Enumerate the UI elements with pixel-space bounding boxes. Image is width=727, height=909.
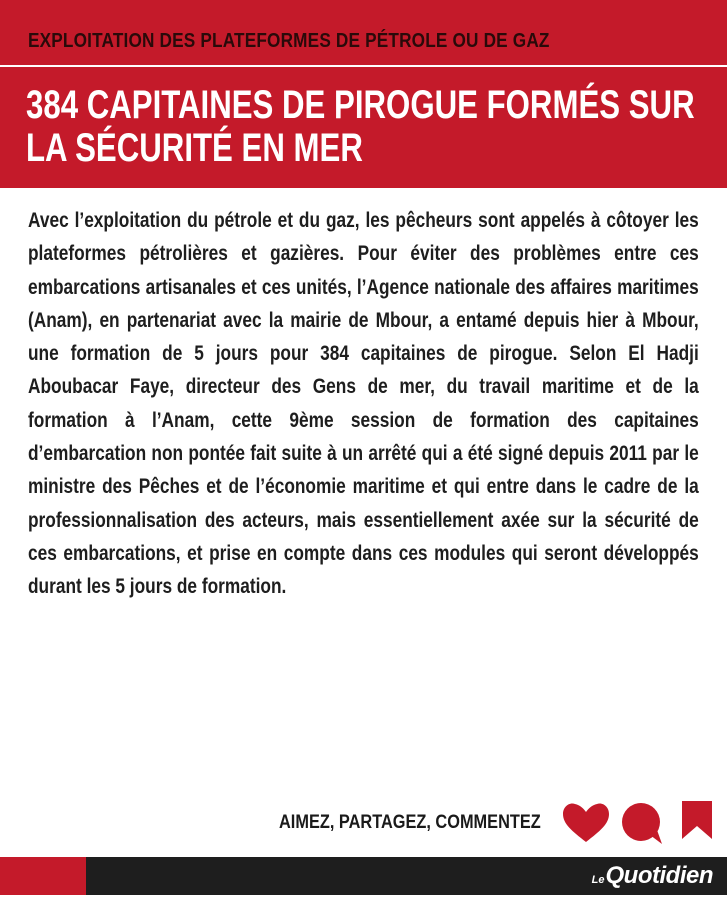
bookmark-icon[interactable] [682, 801, 712, 839]
heart-icon[interactable] [562, 803, 610, 843]
publication-logo [592, 862, 713, 890]
article-body: Avec l’exploitation du pétrole et du gaz, les pêcheurs sont appelés à côtoyer les plateformes pétrolières et gazières. Pour éviter des problèmes entre ces embarcations artisanales et ces unités, l’Agence nationale des affaires maritimes (Anam), en partenariat avec la mairie de Mbour, a entamé depuis hier à Mbour, une formation de 5 jours pour 384 capitaines de pirogue. Selon El Hadji Aboubacar Faye, directeur des Gens de mer, du travail maritime et de la formation à l’Anam, cette 9ème session de formation des capitaines d’embarcation non pontée fait suite à un arrêté qui a été signé depuis 2011 par le ministre des Pêches et de l’économie maritime et qui entre dans le cadre de la professionnalisation des acteurs, mais essentiellement axée sur la sécurité de ces embarcations, et prise en compte dans ces modules qui seront développés durant les 5 jours de formation. [28, 209, 699, 599]
section-kicker: EXPLOITATION DES PLATEFORMES DE PÉTROLE OU DE GAZ [28, 30, 550, 52]
engagement-cta: AIMEZ, PARTAGEZ, COMMENTEZ [279, 812, 541, 833]
headline [26, 84, 697, 170]
footer-accent [0, 857, 86, 895]
headline-line-1: 384 CAPITAINES DE PIROGUE FORMÉS SUR [26, 83, 695, 127]
headline-line-2: LA SÉCURITÉ EN MER [26, 126, 363, 170]
logo-prefix: Le [591, 874, 605, 886]
comment-bubble-icon[interactable] [620, 803, 664, 845]
logo-name: Quotidien [605, 862, 713, 889]
header-divider [0, 65, 727, 67]
